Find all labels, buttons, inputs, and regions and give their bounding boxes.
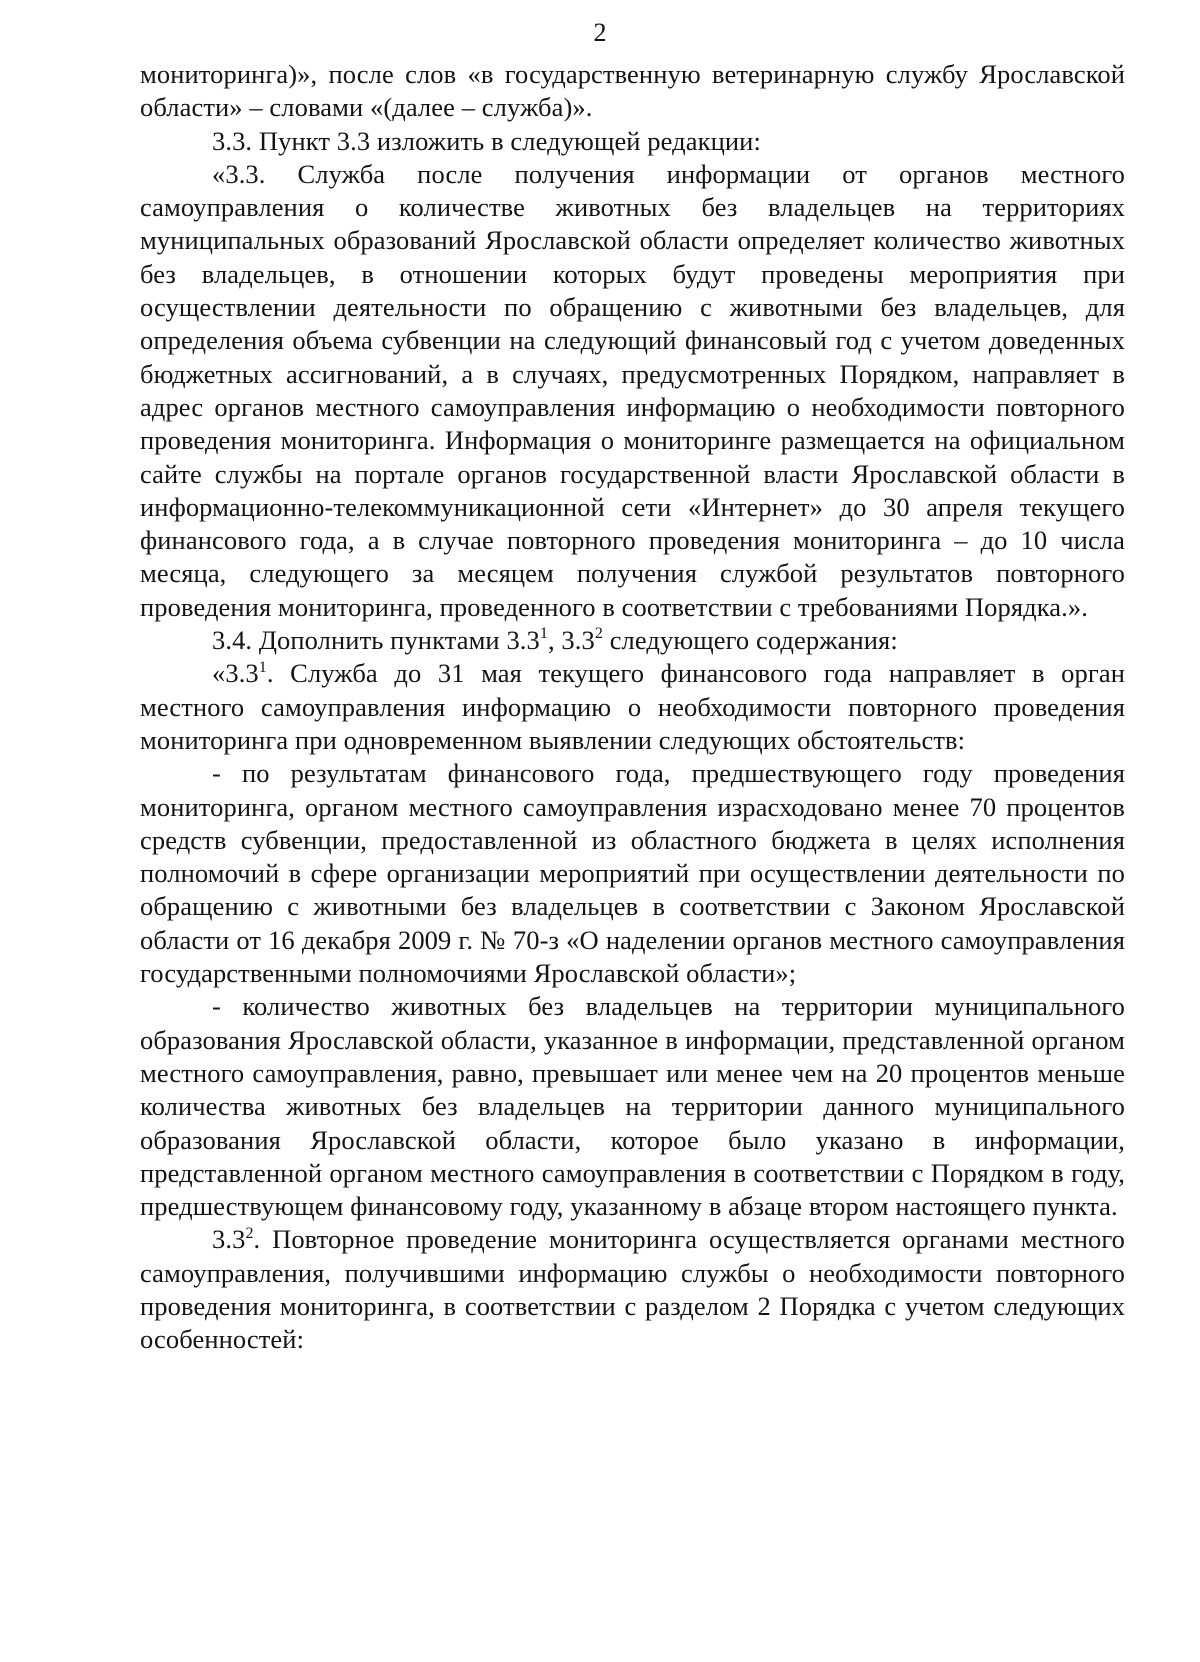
paragraph-p1 [140,58,1125,125]
paragraph-text: , 3.3 [547,625,595,656]
paragraph-text: 3.4. Дополнить пунктами 3.3 [212,625,540,656]
page-number: 2 [593,18,607,47]
paragraph-p5 [140,657,1125,757]
paragraph-p2 [140,125,1125,158]
paragraph-p4 [140,624,1125,657]
superscript-index: 2 [245,1224,254,1242]
paragraph-text: . Служба до 31 мая текущего финансового года направляет в орган местного самоуправления информацию о необходимости повторного проведения мониторинга при одновременном выявлении следующих обстоятельств: [140,658,1125,755]
paragraph-text: следующего содержания: [602,625,898,656]
document-body [140,58,1125,1357]
paragraph-p3 [140,158,1125,624]
paragraph-text: 3.3 [212,1224,246,1255]
paragraph-text: «3.3 [212,658,259,689]
paragraph-text: «3.3. Служба после получения информации от органов местного самоуправления о количестве животных без владельцев на территориях муниципальных образований Ярославской области определяет количество животных без владельцев, в отношении которых будут проведены мероприятия при осуществлении деятельности по обращению с животными без владельцев, для определения объема субвенции на следующий финансовый год с учетом доведенных бюджетных ассигнований, а в случаях, предусмотренных Порядком, направляет в адрес органов местного самоуправления информацию о необходимости повторного проведения мониторинга. Информация о мониторинге размещается на официальном сайте службы на портале органов государственной власти Ярославской области в информационно-телекоммуникационной сети «Интернет» до 30 апреля текущего финансового года, а в случае повторного проведения мониторинга – до 10 числа месяца, следующего за месяцем получения службой результатов повторного проведения мониторинга, проведенного в соответствии с требованиями Порядка.». [140,158,1125,622]
superscript-index: 2 [594,625,603,643]
paragraph-p8 [140,1223,1125,1356]
paragraph-text: мониторинга)», после слов «в государственную ветеринарную службу Ярославской области» – словами «(далее – служба)». [140,59,1125,123]
paragraph-text: - по результатам финансового года, предшествующего году проведения мониторинга, органом местного самоуправления израсходовано менее 70 процентов средств субвенции, предоставленной из областного бюджета в целях исполнения полномочий в сфере организации мероприятий при осуществлении деятельности по обращению с животными без владельцев в соответствии с Законом Ярославской области от 16 декабря 2009 г. № 70-з «О наделении органов местного самоуправления государственными полномочиями Ярославской области»; [140,758,1125,989]
superscript-index: 1 [258,658,267,676]
paragraph-p7 [140,990,1125,1223]
paragraph-text: . Повторное проведение мониторинга осуществляется органами местного самоуправления, получившими информацию службы о необходимости повторного проведения мониторинга, в соответствии с разделом 2 Порядка с учетом следующих особенностей: [140,1224,1125,1355]
superscript-index: 1 [539,625,548,643]
paragraph-text: - количество животных без владельцев на территории муниципального образования Ярославской области, указанное в информации, представленной органом местного самоуправления, равно, превышает или менее чем на 20 процентов меньше количества животных без владельцев на территории данного муниципального образования Ярославской области, которое было указано в информации, представленной органом местного самоуправления в соответствии с Порядком в году, предшествующем финансовому году, указанному в абзаце втором настоящего пункта. [140,991,1125,1222]
paragraph-text: 3.3. Пункт 3.3 изложить в следующей редакции: [212,125,761,156]
paragraph-p6 [140,757,1125,990]
